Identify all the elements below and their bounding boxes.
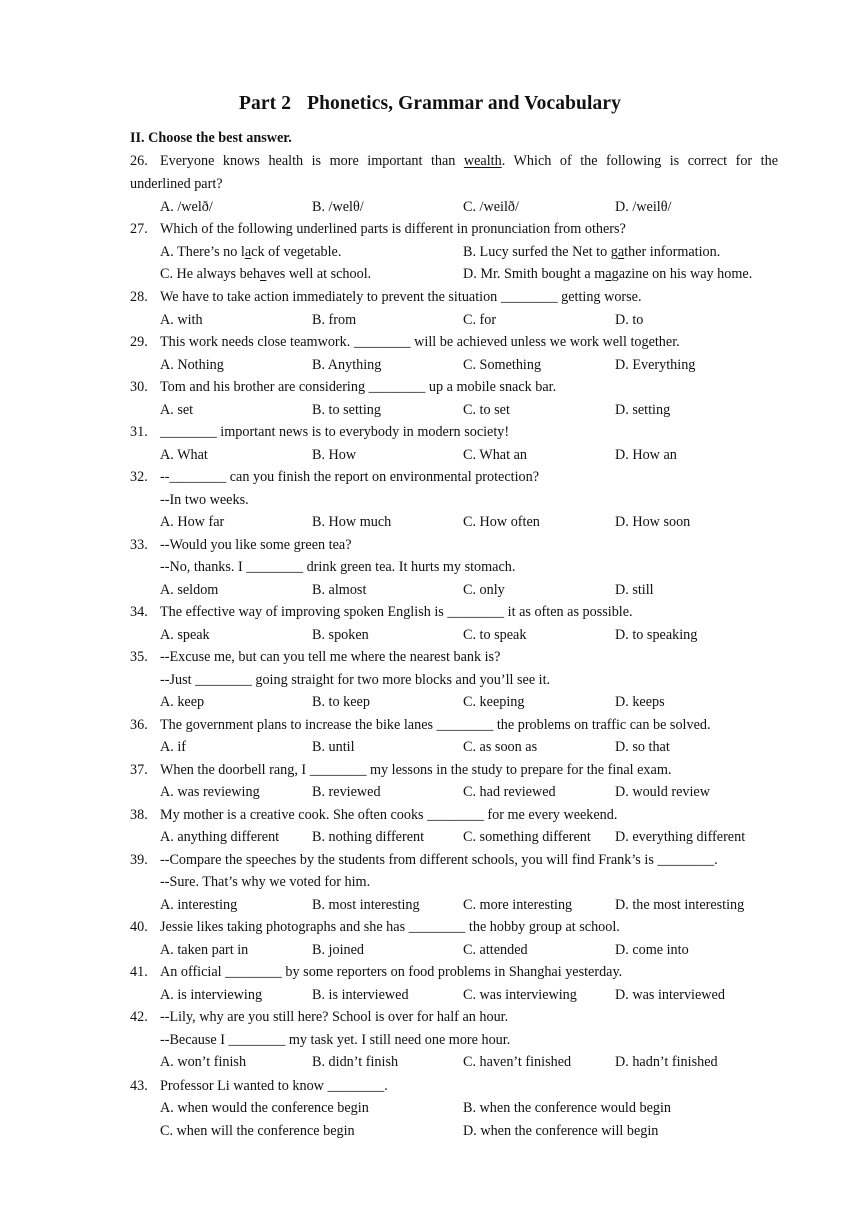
option-b[interactable]: B. Lucy surfed the Net to gather information. [463,244,721,260]
question-row [130,219,780,239]
options-row [160,310,780,330]
question-row [130,1007,780,1027]
question-number: 39. [130,852,148,868]
question-stem: An official ________ by some reporters on food problems in Shanghai yesterday. [160,964,623,980]
question-stem: Professor Li wanted to know ________. [160,1078,388,1094]
option-d[interactable]: D. How an [615,447,677,463]
question-number: 40. [130,919,148,935]
option-a[interactable]: A. speak [160,627,210,643]
question-row [130,850,780,870]
question-row [130,287,780,307]
options-row [160,264,780,284]
question-row [130,1030,780,1050]
options-row [160,512,780,532]
question-number: 41. [130,964,148,980]
option-c[interactable]: C. /weilð/ [463,199,519,215]
question-stem: --Excuse me, but can you tell me where the nearest bank is? [160,649,501,665]
option-d[interactable]: D. to [615,312,644,328]
option-a[interactable]: A. How far [160,514,225,530]
option-a[interactable]: A. with [160,312,203,328]
question-number: 34. [130,604,148,620]
question-number: 30. [130,379,148,395]
question-stem: --________ can you finish the report on environmental protection? [160,469,540,485]
option-a[interactable]: A. There’s no lack of vegetable. [160,244,342,260]
option-d[interactable]: D. was interviewed [615,987,725,1003]
options-row [160,625,780,645]
options-row [160,940,780,960]
option-b[interactable]: B. joined [312,942,365,958]
question-number: 38. [130,807,148,823]
option-c[interactable]: C. keeping [463,694,525,710]
option-a[interactable]: A. Nothing [160,357,224,373]
question-stem-cont: --In two weeks. [160,492,249,508]
option-b[interactable]: B. How much [312,514,392,530]
option-a[interactable]: A. won’t finish [160,1054,247,1070]
option-d[interactable]: D. Everything [615,357,696,373]
question-number: 31. [130,424,148,440]
option-a[interactable]: A. interesting [160,897,238,913]
option-c[interactable]: C. was interviewing [463,987,577,1003]
option-c[interactable]: C. How often [463,514,540,530]
question-number: 42. [130,1009,148,1025]
option-b[interactable]: B. spoken [312,627,369,643]
options-row [160,1098,780,1118]
option-c[interactable]: C. more interesting [463,897,573,913]
question-number: 36. [130,717,148,733]
question-stem: Jessie likes taking photographs and she has ________ the hobby group at school. [160,919,620,935]
option-a[interactable]: A. What [160,447,208,463]
option-c[interactable]: C. had reviewed [463,784,556,800]
option-a[interactable]: A. /welð/ [160,199,213,215]
question-row [130,377,780,397]
question-stem: ________ important news is to everybody in modern society! [160,424,510,440]
question-number: 33. [130,537,148,553]
option-c[interactable]: C. to speak [463,627,527,643]
options-row [160,692,780,712]
question-row [130,1076,780,1096]
question-row [130,535,780,555]
option-a[interactable]: A. anything different [160,829,280,845]
question-stem: --Compare the speeches by the students from different schools, you will find Frank’s is ________. [160,852,718,868]
option-a[interactable]: A. was reviewing [160,784,260,800]
underlined-word: wealth [463,153,502,169]
option-d[interactable]: D. so that [615,739,670,755]
options-row [160,197,780,217]
question-stem-cont: --Because I ________ my task yet. I still need one more hour. [160,1032,511,1048]
option-d[interactable]: D. Mr. Smith bought a magazine on his way home. [463,266,753,282]
option-d[interactable]: D. everything different [615,829,746,845]
options-row [160,895,780,915]
question-stem-cont: --Sure. That’s why we voted for him. [160,874,371,890]
question-stem: --Would you like some green tea? [160,537,352,553]
option-c[interactable]: C. attended [463,942,528,958]
option-c[interactable]: C. He always behaves well at school. [160,266,372,282]
option-d[interactable]: D. come into [615,942,689,958]
options-row [160,985,780,1005]
title-text: Phonetics, Grammar and Vocabulary [307,93,621,114]
question-number: 27. [130,221,148,237]
option-a[interactable]: A. taken part in [160,942,249,958]
question-stem-cont: underlined part? [130,176,223,192]
question-row [130,490,780,510]
option-b[interactable]: B. How [312,447,357,463]
question-number: 35. [130,649,148,665]
question-row [130,422,780,442]
options-row [160,782,780,802]
option-d[interactable]: D. setting [615,402,671,418]
option-a[interactable]: A. keep [160,694,205,710]
option-a[interactable]: A. when would the conference begin [160,1100,369,1116]
question-stem: Tom and his brother are considering ________ up a mobile snack bar. [160,379,557,395]
option-d[interactable]: D. would review [615,784,710,800]
option-c[interactable]: C. haven’t finished [463,1054,572,1070]
option-c[interactable]: C. Something [463,357,542,373]
question-stem: This work needs close teamwork. ________ will be achieved unless we work well together. [160,334,680,350]
question-stem: The government plans to increase the bike lanes ________ the problems on traffic can be solved. [160,717,711,733]
question-stem-cont: --Just ________ going straight for two more blocks and you’ll see it. [160,672,551,688]
question-row [130,332,780,352]
options-row [160,242,780,262]
question-stem: My mother is a creative cook. She often cooks ________ for me every weekend. [160,807,618,823]
question-number: 32. [130,469,148,485]
option-d[interactable]: D. /weilθ/ [615,199,672,215]
option-d[interactable]: D. to speaking [615,627,698,643]
question-row [130,602,780,622]
question-stem: Everyone knows health is more important than wealth. Which of the following is correct for the [160,153,778,169]
question-stem: We have to take action immediately to prevent the situation ________ getting worse. [160,289,642,305]
option-c[interactable]: C. only [463,582,505,598]
option-d[interactable]: D. How soon [615,514,691,530]
question-stem: When the doorbell rang, I ________ my lessons in the study to prepare for the final exam. [160,762,672,778]
option-b[interactable]: B. when the conference would begin [463,1100,672,1116]
options-row [160,1121,780,1141]
option-b[interactable]: B. to keep [312,694,370,710]
option-b[interactable]: B. from [312,312,357,328]
question-number: 26. [130,153,148,169]
option-b[interactable]: B. reviewed [312,784,381,800]
page-title [0,93,860,115]
option-c[interactable]: C. something different [463,829,591,845]
option-b[interactable]: B. didn’t finish [312,1054,399,1070]
option-c[interactable]: C. as soon as [463,739,538,755]
question-number: 37. [130,762,148,778]
question-row [130,670,780,690]
option-c[interactable]: C. for [463,312,497,328]
options-row [160,400,780,420]
question-stem: Which of the following underlined parts is different in pronunciation from others? [160,221,626,237]
option-d[interactable]: D. when the conference will begin [463,1123,659,1139]
option-c[interactable]: C. to set [463,402,510,418]
question-row [130,962,780,982]
option-c[interactable]: C. What an [463,447,527,463]
question-row [130,557,780,577]
options-row [160,580,780,600]
question-row [130,917,780,937]
option-a[interactable]: A. set [160,402,194,418]
option-a[interactable]: A. is interviewing [160,987,263,1003]
option-b[interactable]: B. until [312,739,355,755]
question-stem-cont: --No, thanks. I ________ drink green tea. It hurts my stomach. [160,559,516,575]
question-row [130,805,780,825]
option-b[interactable]: B. almost [312,582,367,598]
option-d[interactable]: D. still [615,582,654,598]
option-b[interactable]: B. most interesting [312,897,420,913]
option-b[interactable]: B. is interviewed [312,987,409,1003]
section-heading: II. Choose the best answer. [130,130,292,146]
question-row [130,647,780,667]
question-row [130,760,780,780]
options-row [160,355,780,375]
question-number: 28. [130,289,148,305]
options-row [160,737,780,757]
question-number: 43. [130,1078,148,1094]
option-b[interactable]: B. to setting [312,402,381,418]
option-d[interactable]: D. keeps [615,694,665,710]
options-row [160,827,780,847]
option-a[interactable]: A. if [160,739,187,755]
question-row [130,715,780,735]
option-d[interactable]: D. hadn’t finished [615,1054,718,1070]
title-part: Part 2 [239,93,292,114]
option-b[interactable]: B. Anything [312,357,382,373]
option-b[interactable]: B. /welθ/ [312,199,364,215]
option-b[interactable]: B. nothing different [312,829,425,845]
question-number: 29. [130,334,148,350]
options-row [160,1052,780,1072]
question-stem: The effective way of improving spoken English is ________ it as often as possible. [160,604,633,620]
option-a[interactable]: A. seldom [160,582,219,598]
option-d[interactable]: D. the most interesting [615,897,745,913]
question-row [130,872,780,892]
options-row [160,445,780,465]
question-stem: --Lily, why are you still here? School is over for half an hour. [160,1009,509,1025]
option-c[interactable]: C. when will the conference begin [160,1123,355,1139]
question-row [130,467,780,487]
